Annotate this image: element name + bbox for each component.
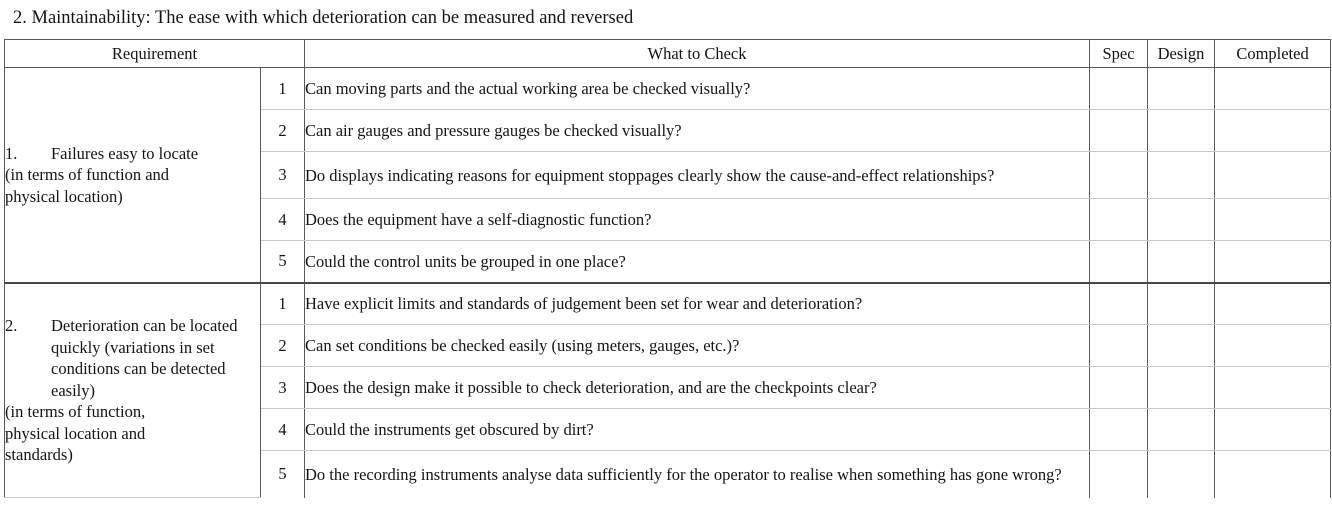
table-header-row xyxy=(5,40,1331,68)
completed-cell[interactable] xyxy=(1215,110,1331,152)
item-number: 3 xyxy=(261,367,305,409)
column-header-requirement: Requirement xyxy=(5,40,305,68)
spec-cell[interactable] xyxy=(1090,68,1148,110)
completed-cell[interactable] xyxy=(1215,199,1331,241)
item-number: 4 xyxy=(261,199,305,241)
item-text: Can set conditions be checked easily (using meters, gauges, etc.)? xyxy=(305,325,1090,367)
requirement-number: 1. xyxy=(5,143,18,163)
requirement-title: Deterioration can be located quickly (variations in set conditions can be detected easily) xyxy=(51,316,238,400)
item-text: Have explicit limits and standards of judgement been set for wear and deterioration? xyxy=(305,283,1090,325)
spec-cell[interactable] xyxy=(1090,110,1148,152)
item-text: Can moving parts and the actual working area be checked visually? xyxy=(305,68,1090,110)
design-cell[interactable] xyxy=(1148,199,1215,241)
design-cell[interactable] xyxy=(1148,241,1215,283)
item-text: Does the equipment have a self-diagnostic function? xyxy=(305,199,1090,241)
item-number: 1 xyxy=(261,68,305,110)
column-header-design: Design xyxy=(1148,40,1215,68)
requirement-note: (in terms of function and xyxy=(5,165,170,184)
completed-cell[interactable] xyxy=(1215,367,1331,409)
completed-cell[interactable] xyxy=(1215,152,1331,199)
item-number: 5 xyxy=(261,241,305,283)
spec-cell[interactable] xyxy=(1090,152,1148,199)
requirement-cell-1 xyxy=(5,68,261,283)
spec-cell[interactable] xyxy=(1090,199,1148,241)
design-cell[interactable] xyxy=(1148,110,1215,152)
requirement-number: 2. xyxy=(5,316,18,335)
column-header-what-to-check: What to Check xyxy=(305,40,1090,68)
item-number: 5 xyxy=(261,451,305,498)
spec-cell[interactable] xyxy=(1090,283,1148,325)
item-text: Do displays indicating reasons for equipment stoppages clearly show the cause-and-effect relationships? xyxy=(305,152,1090,199)
item-text: Can air gauges and pressure gauges be checked visually? xyxy=(305,110,1090,152)
completed-cell[interactable] xyxy=(1215,241,1331,283)
item-number: 2 xyxy=(261,110,305,152)
requirement-note: standards) xyxy=(5,445,73,464)
completed-cell[interactable] xyxy=(1215,325,1331,367)
requirement-note: (in terms of function, xyxy=(5,402,146,421)
maintainability-checklist-table xyxy=(4,39,1331,498)
completed-cell[interactable] xyxy=(1215,409,1331,451)
item-text: Do the recording instruments analyse data sufficiently for the operator to realise when something has gone wrong? xyxy=(305,451,1090,498)
design-cell[interactable] xyxy=(1148,367,1215,409)
table-row xyxy=(5,283,1331,325)
spec-cell[interactable] xyxy=(1090,241,1148,283)
completed-cell[interactable] xyxy=(1215,283,1331,325)
completed-cell[interactable] xyxy=(1215,451,1331,498)
table-row xyxy=(5,68,1331,110)
spec-cell[interactable] xyxy=(1090,451,1148,498)
item-number: 4 xyxy=(261,409,305,451)
design-cell[interactable] xyxy=(1148,68,1215,110)
item-text: Does the design make it possible to check deterioration, and are the checkpoints clear? xyxy=(305,367,1090,409)
spec-cell[interactable] xyxy=(1090,409,1148,451)
design-cell[interactable] xyxy=(1148,152,1215,199)
requirement-note: physical location and xyxy=(5,423,146,443)
design-cell[interactable] xyxy=(1148,325,1215,367)
spec-cell[interactable] xyxy=(1090,367,1148,409)
requirement-note: physical location) xyxy=(5,186,123,206)
design-cell[interactable] xyxy=(1148,451,1215,498)
item-number: 2 xyxy=(261,325,305,367)
column-header-spec: Spec xyxy=(1090,40,1148,68)
design-cell[interactable] xyxy=(1148,409,1215,451)
item-text: Could the control units be grouped in one place? xyxy=(305,241,1090,283)
requirement-cell-2 xyxy=(5,283,261,498)
design-cell[interactable] xyxy=(1148,283,1215,325)
spec-cell[interactable] xyxy=(1090,325,1148,367)
item-number: 3 xyxy=(261,152,305,199)
requirement-title: Failures easy to locate xyxy=(51,143,199,163)
completed-cell[interactable] xyxy=(1215,68,1331,110)
item-text: Could the instruments get obscured by dirt? xyxy=(305,409,1090,451)
page-title: 2. Maintainability: The ease with which deterioration can be measured and reversed xyxy=(13,8,634,28)
item-number: 1 xyxy=(261,283,305,325)
column-header-completed: Completed xyxy=(1215,40,1331,68)
